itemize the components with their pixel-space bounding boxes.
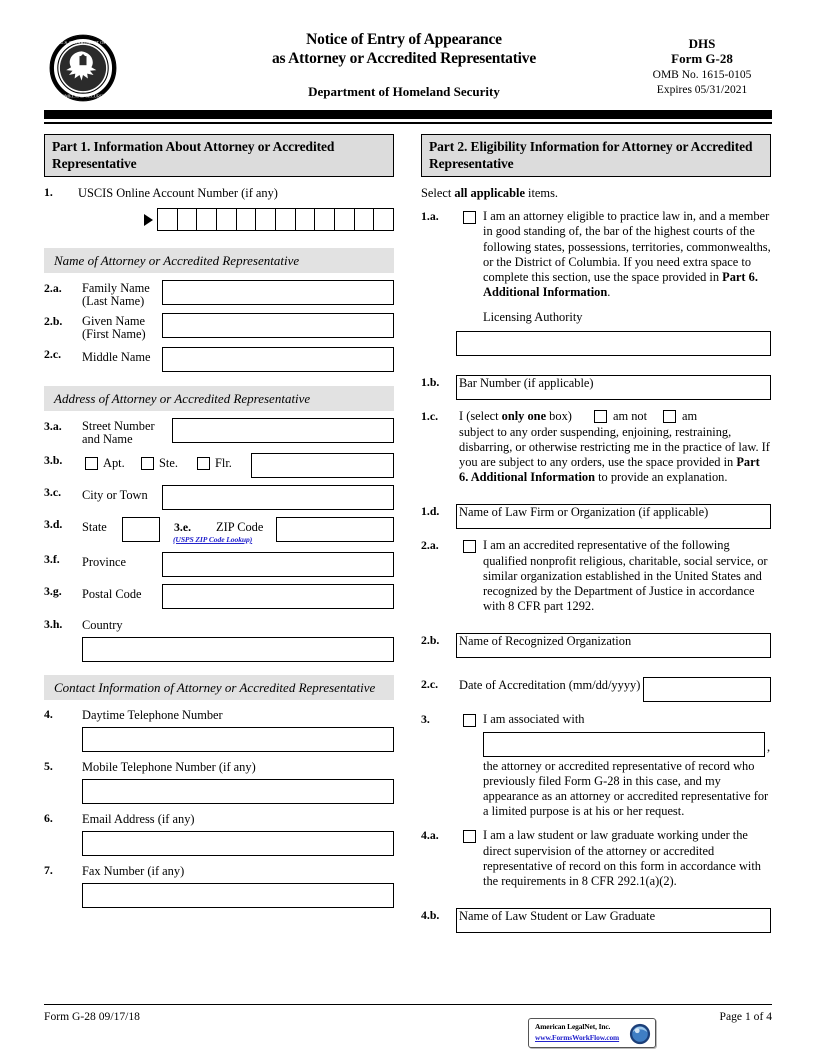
- item-3-text: the attorney or accredited representative of record who previously filed Form G-28 in this case, and my appearance as an attorney or accredited representative for a limited purpose is at his or her request.: [483, 758, 769, 819]
- item-3f-row: [44, 552, 394, 579]
- item-1c-number: 1.c.: [421, 408, 439, 423]
- select-instruction-pre: Select: [421, 186, 455, 200]
- item-2a-eligibility-number: 2.a.: [421, 538, 439, 553]
- form-number: Form G-28: [671, 51, 733, 66]
- item-2b-row: [44, 314, 394, 343]
- item-2a-number: 2.a.: [44, 281, 62, 295]
- legalnet-company-name: American LegalNet, Inc.: [535, 1022, 611, 1031]
- item-1-number: 1.: [44, 185, 53, 199]
- item-1c-bold-only-one: only one: [501, 408, 547, 423]
- footer-divider: [44, 1004, 772, 1005]
- item-2c-label: Middle Name: [82, 350, 151, 364]
- item-1c-text-a: subject to any order suspending, enjoining, restraining, disbarring, or otherwise restricting me in the practice of law. If you are subject to any orders, use the space provided in: [459, 424, 770, 470]
- province-input[interactable]: [162, 552, 394, 577]
- licensing-authority-input[interactable]: [456, 331, 771, 356]
- state-input[interactable]: [122, 517, 160, 542]
- zip-code-input[interactable]: [276, 517, 394, 542]
- contact-section-subheading: Contact Information of Attorney or Accredited Representative: [44, 675, 394, 700]
- item-1c-first-line: [459, 409, 771, 425]
- item-3f-label: Province: [82, 555, 127, 569]
- item-2a-checkbox[interactable]: [463, 540, 476, 553]
- item-1d-number: 1.d.: [421, 504, 440, 519]
- usps-zip-code-lookup-link[interactable]: (USPS ZIP Code Lookup): [173, 535, 253, 544]
- name-section-subheading: Name of Attorney or Accredited Representative: [44, 248, 394, 273]
- item-1a-checkbox[interactable]: [463, 211, 476, 224]
- email-address-input[interactable]: [82, 831, 394, 856]
- item-1d-row: [421, 504, 771, 529]
- select-instruction: [421, 186, 771, 201]
- item-7-number: 7.: [44, 863, 53, 877]
- item-2a-row: [44, 281, 394, 310]
- uscis-online-account-number-input[interactable]: [157, 208, 394, 231]
- legalnet-orb-icon: [629, 1023, 651, 1045]
- page-header: [44, 28, 772, 108]
- country-input[interactable]: [82, 637, 394, 662]
- agency-subtitle: Department of Homeland Security: [308, 84, 500, 99]
- item-3-lead-text: I am associated with: [483, 712, 585, 727]
- item-3d-3e-row: [44, 517, 394, 547]
- item-1a-text: [483, 209, 771, 300]
- part-2-heading: Part 2. Eligibility Information for Attorney or Accredited Representative: [421, 134, 771, 177]
- licensing-authority-label: Licensing Authority: [483, 310, 583, 325]
- item-1c-pre: I (select: [459, 408, 502, 423]
- am-label: am: [682, 408, 698, 423]
- item-5-number: 5.: [44, 759, 53, 773]
- item-1c-text: [459, 425, 771, 486]
- item-1c-text-bold: Part 6. Additional Information: [459, 455, 760, 485]
- item-3f-number: 3.f.: [44, 552, 60, 566]
- item-5-label: Mobile Telephone Number (if any): [82, 760, 256, 774]
- item-1a-text-b: .: [607, 285, 611, 300]
- item-5-row: [44, 759, 394, 779]
- item-3a-row: [44, 419, 394, 448]
- item-3b-number: 3.b.: [44, 453, 63, 467]
- flr-label: Flr.: [215, 456, 232, 470]
- apt-checkbox[interactable]: [85, 457, 98, 470]
- select-instruction-bold: all applicable: [454, 186, 525, 200]
- part-1-column: [44, 134, 394, 908]
- svg-text:U.S. DEPARTMENT OF: U.S. DEPARTMENT OF: [60, 40, 106, 46]
- family-name-input[interactable]: [162, 280, 394, 305]
- item-3-checkbox[interactable]: [463, 714, 476, 727]
- item-4a-text: I am a law student or law graduate working under the direct supervision of the attorney or accredited representative of record on this form in accordance with the requirements in 8 CFR 292.1(a)(2).: [483, 828, 761, 889]
- apt-label: Apt.: [103, 456, 125, 470]
- item-3e-number: 3.e.: [174, 520, 192, 534]
- mobile-telephone-input[interactable]: [82, 779, 394, 804]
- fax-number-input[interactable]: [82, 883, 394, 908]
- address-section-subheading: Address of Attorney or Accredited Representative: [44, 386, 394, 411]
- item-6-number: 6.: [44, 811, 53, 825]
- item-4b-label: Name of Law Student or Law Graduate: [459, 909, 656, 924]
- form-title: [164, 30, 644, 100]
- title-line-1: Notice of Entry of Appearance: [306, 31, 502, 48]
- uscis-account-number-group: [44, 208, 394, 231]
- item-3a-number: 3.a.: [44, 419, 62, 433]
- ste-checkbox[interactable]: [141, 457, 154, 470]
- item-1b-number: 1.b.: [421, 374, 440, 389]
- header-divider-thick: [44, 110, 772, 119]
- apt-ste-flr-number-input[interactable]: [251, 453, 394, 478]
- associated-attorney-group: [483, 732, 771, 757]
- item-2a-eligibility-row: [421, 538, 771, 614]
- item-7-row: [44, 863, 394, 883]
- item-3g-number: 3.g.: [44, 584, 62, 598]
- item-3g-row: [44, 584, 394, 611]
- item-6-label: Email Address (if any): [82, 812, 195, 826]
- item-3b-row: [44, 453, 394, 480]
- item-1-label: USCIS Online Account Number (if any): [78, 186, 278, 200]
- item-1c-text-b: to provide an explanation.: [594, 470, 728, 485]
- item-3-semicolon: ,: [767, 739, 771, 754]
- legalnet-website-link[interactable]: www.FormsWorkFlow.com: [535, 1033, 620, 1042]
- given-name-input[interactable]: [162, 313, 394, 338]
- footer-form-version: Form G-28 09/17/18: [44, 1010, 140, 1023]
- item-2b-label: Name of Recognized Organization: [459, 634, 632, 649]
- item-2c-label: Date of Accreditation (mm/dd/yyyy): [459, 678, 641, 693]
- dhs-label: DHS: [688, 36, 716, 51]
- city-or-town-input[interactable]: [162, 485, 394, 510]
- item-2c-row: [44, 347, 394, 374]
- item-3d-label: State: [82, 520, 107, 534]
- item-1b-row: [421, 375, 771, 400]
- item-1b-label: Bar Number (if applicable): [459, 375, 594, 390]
- item-2b-label-line2: (First Name): [82, 327, 146, 341]
- american-legalnet-stamp: [528, 1018, 656, 1048]
- dhs-seal-icon: [48, 33, 118, 103]
- item-3d-number: 3.d.: [44, 517, 63, 531]
- item-2a-text: I am an accredited representative of the following qualified nonprofit religious, charitable, social service, or similar organization established in the United States and recognized by the Department of Justice in accordance with 8 CFR part 1292.: [483, 538, 768, 614]
- item-2a-label-line1: Family Name: [82, 281, 150, 295]
- item-2b-eligibility-number: 2.b.: [421, 633, 440, 648]
- item-4b-number: 4.b.: [421, 908, 440, 923]
- item-1c-mid: box): [546, 408, 572, 423]
- item-4-number: 4.: [44, 707, 53, 721]
- item-3-eligibility-row: [421, 712, 771, 819]
- part-2-column: [421, 134, 771, 933]
- date-of-accreditation-input[interactable]: [643, 677, 771, 702]
- item-3-number: 3.: [421, 712, 430, 727]
- street-number-and-name-input[interactable]: [172, 418, 394, 443]
- item-2b-label-line1: Given Name: [82, 314, 145, 328]
- item-3e-label: ZIP Code: [216, 520, 264, 534]
- item-4-label: Daytime Telephone Number: [82, 708, 223, 722]
- daytime-telephone-input[interactable]: [82, 727, 394, 752]
- item-3a-label-line2: and Name: [82, 432, 133, 446]
- ste-label: Ste.: [159, 456, 178, 470]
- item-7-label: Fax Number (if any): [82, 864, 185, 878]
- item-2c-eligibility-number: 2.c.: [421, 677, 439, 692]
- item-1a-text-bold: Part 6. Additional Information: [483, 270, 758, 300]
- item-6-row: [44, 811, 394, 831]
- item-3h-row: [44, 617, 394, 637]
- item-4a-number: 4.a.: [421, 828, 439, 843]
- pointer-triangle-icon: [144, 214, 153, 226]
- footer-page-number: Page 1 of 4: [719, 1010, 772, 1023]
- associated-attorney-input[interactable]: [483, 732, 765, 757]
- part-1-heading: Part 1. Information About Attorney or Accredited Representative: [44, 134, 394, 177]
- dhs-form-info: [632, 36, 772, 98]
- item-3a-label-line1: Street Number: [82, 419, 155, 433]
- item-1-row: [44, 185, 394, 204]
- header-divider-thin: [44, 122, 772, 124]
- flr-checkbox[interactable]: [197, 457, 210, 470]
- item-2a-label-line2: (Last Name): [82, 294, 145, 308]
- item-1a-number: 1.a.: [421, 209, 439, 224]
- item-3c-number: 3.c.: [44, 485, 62, 499]
- item-3g-label: Postal Code: [82, 587, 142, 601]
- select-instruction-post: items.: [524, 186, 558, 200]
- item-1d-label: Name of Law Firm or Organization (if applicable): [459, 505, 709, 520]
- item-1c-row: [421, 409, 771, 486]
- expiration-date: Expires 05/31/2021: [656, 84, 748, 96]
- item-2b-number: 2.b.: [44, 314, 63, 328]
- item-2b-row: [421, 633, 771, 658]
- am-not-checkbox[interactable]: [594, 410, 607, 423]
- postal-code-input[interactable]: [162, 584, 394, 609]
- item-3h-label: Country: [82, 618, 123, 632]
- item-4a-row: [421, 828, 771, 889]
- item-4a-checkbox[interactable]: [463, 830, 476, 843]
- title-line-2: as Attorney or Accredited Representative: [271, 50, 537, 67]
- item-3c-label: City or Town: [82, 488, 148, 502]
- am-not-label: am not: [613, 408, 648, 423]
- item-3h-number: 3.h.: [44, 617, 63, 631]
- item-4-row: [44, 707, 394, 727]
- svg-text:HOMELAND SECURITY: HOMELAND SECURITY: [58, 93, 108, 99]
- omb-number: OMB No. 1615-0105: [652, 69, 752, 81]
- middle-name-input[interactable]: [162, 347, 394, 372]
- item-2c-row: [421, 677, 771, 702]
- item-4b-row: [421, 908, 771, 933]
- item-3c-row: [44, 485, 394, 512]
- item-2c-number: 2.c.: [44, 347, 62, 361]
- am-checkbox[interactable]: [663, 410, 676, 423]
- item-1a-row: [421, 209, 771, 355]
- item-1a-text-a: I am an attorney eligible to practice law in, and a member in good standing of, the bar of the highest courts of the following states, possessions, territories, commonwealths, or the District of Columbia. If you need extra space to complete this section, use the space provided in: [483, 209, 771, 285]
